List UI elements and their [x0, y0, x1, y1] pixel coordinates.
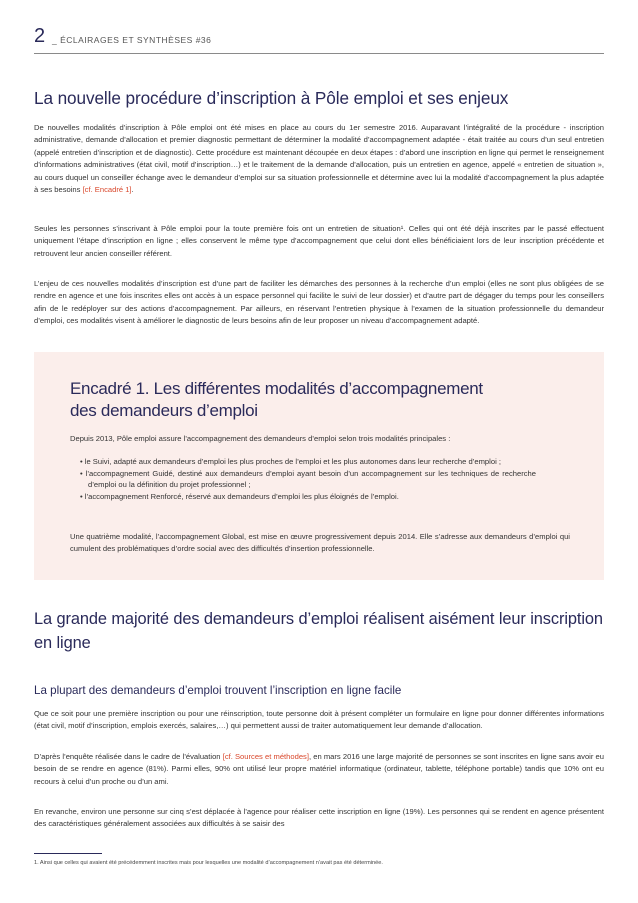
page-header: [34, 25, 604, 54]
footnote: 1. Ainsi que celles qui avaient été précédemment inscrites mais pour lesquelles une modalité d’accompagnement n’avait pas été déterminée.: [34, 860, 383, 866]
modalities-list: [80, 456, 536, 502]
encadre-intro: Depuis 2013, Pôle emploi assure l’accompagnement des demandeurs d’emploi selon trois modalités principales :: [70, 434, 451, 443]
footnote-divider: [34, 853, 102, 854]
section-title-online: La grande majorité des demandeurs d’emploi réalisent aisément leur inscription en ligne: [34, 610, 603, 652]
subsection-title: La plupart des demandeurs d’emploi trouvent l’inscription en ligne facile: [34, 684, 402, 697]
paragraph-first-registration: Seules les personnes s’inscrivant à Pôle emploi pour la toute première fois ont un entretien de situation¹. Celles qui ont été déjà inscrites par le passé effectuent uniquement l’étape d’inscription en ligne ; elles conservent le même type d’accompagnement que celui dont elles bénéficiaient lors de leur inscription précédente et retrouvent leur ancien conseiller référent.: [34, 224, 604, 258]
list-item: • l’accompagnement Renforcé, réservé aux demandeurs d’emploi les plus éloignés de l’emploi.: [80, 491, 399, 501]
encadre-title: Encadré 1. Les différentes modalités d’accompagnement des demandeurs d’emploi: [70, 379, 483, 420]
paragraph-intro: De nouvelles modalités d’inscription à Pôle emploi ont été mises en place au cours du 1er semestre 2016. Auparavant l’intégralité de la procédure - inscription administrative, demande d’allocation et premier diagnostic permettant de déterminer la modalité d’accompagnement adaptée - était traitée au cours d’un seul entretien (appelé entretien d’inscription et de diagnostic). Cette procédure est maintenant découpée en deux étapes : d’abord une inscription en ligne qui permet le renseignement d’informations administratives (état civil, motif d’inscription…) et le traitement de la demande d’allocation, puis un entretien en agence, appelé « entretien de situation », au cours duquel un conseiller échange avec le demandeur d’emploi sur sa situation professionnelle et détermine avec lui la modalité d’accompagnement la plus adaptée à ses besoins [cf. Encadré 1].: [34, 123, 604, 195]
paragraph-agency: En revanche, environ une personne sur cinq s’est déplacée à l’agence pour réaliser cette inscription en ligne (19%). Les personnes qui se rendent en agence présentent des caractéristiques généralement associées aux difficultés à se saisir des: [34, 807, 604, 829]
list-item: • le Suivi, adapté aux demandeurs d’emploi les plus proches de l’emploi et les plus autonomes dans leur recherche d’emploi ;: [80, 457, 501, 466]
paragraph-stakes: L’enjeu de ces nouvelles modalités d’inscription est d’une part de faciliter les démarches des personnes à la recherche d’un emploi (elles ne sont plus obligées de se rendre en agence et une fois inscrites elles ont accès à un espace personnel qui facilite le suivi de leur dossier) et d’autre part de dégager du temps pour les conseillers afin de le redéployer sur des actions d’accompagnement. Par ailleurs, en réservant l’entretien physique à l’examen de la situation professionnelle du demandeur d’emploi, ces modalités visent à améliorer le diagnostic de leurs besoins afin de leur proposer un niveau d’accompagnement adapté.: [34, 279, 604, 326]
paragraph-survey: D’après l’enquête réalisée dans le cadre de l’évaluation [cf. Sources et méthodes], en mars 2016 une large majorité de personnes se sont inscrites en ligne sans avoir eu besoin de se rendre en agence (81%). Parmi elles, 90% ont utilisé leur propre matériel informatique (ordinateur, tablette, téléphone portable) tandis que 10% ont eu recours à celui d’un proche ou d’un ami.: [34, 752, 604, 786]
sources-methodes-link[interactable]: [cf. Sources et méthodes]: [222, 752, 309, 761]
chapter-number: 2: [34, 25, 46, 47]
encadre-1-link[interactable]: [cf. Encadré 1]: [82, 185, 132, 195]
encadre-closing: Une quatrième modalité, l’accompagnement Global, est mise en œuvre progressivement depuis 2014. Elle s’adresse aux demandeurs d’emploi qui cumulent des problématiques d’ordre social avec des difficultés d’insertion professionnelle.: [70, 532, 570, 554]
section-title: La nouvelle procédure d’inscription à Pôle emploi et ses enjeux: [34, 88, 509, 108]
publication-title: _ ÉCLAIRAGES ET SYNTHÈSES #36: [52, 35, 212, 45]
list-item: • l’accompagnement Guidé, destiné aux demandeurs d’emploi ayant besoin d’un accompagnement sur les techniques de recherche d’emploi ou la définition du projet professionnel ;: [80, 468, 536, 490]
paragraph-form: Que ce soit pour une première inscription ou pour une réinscription, toute personne doit à présent compléter un formulaire en ligne pour donner différentes informations (état civil, motif d’inscription, emplois exercés, salaires,…) qui permettent aussi de traiter automatiquement leur demande d’allocation.: [34, 709, 604, 731]
